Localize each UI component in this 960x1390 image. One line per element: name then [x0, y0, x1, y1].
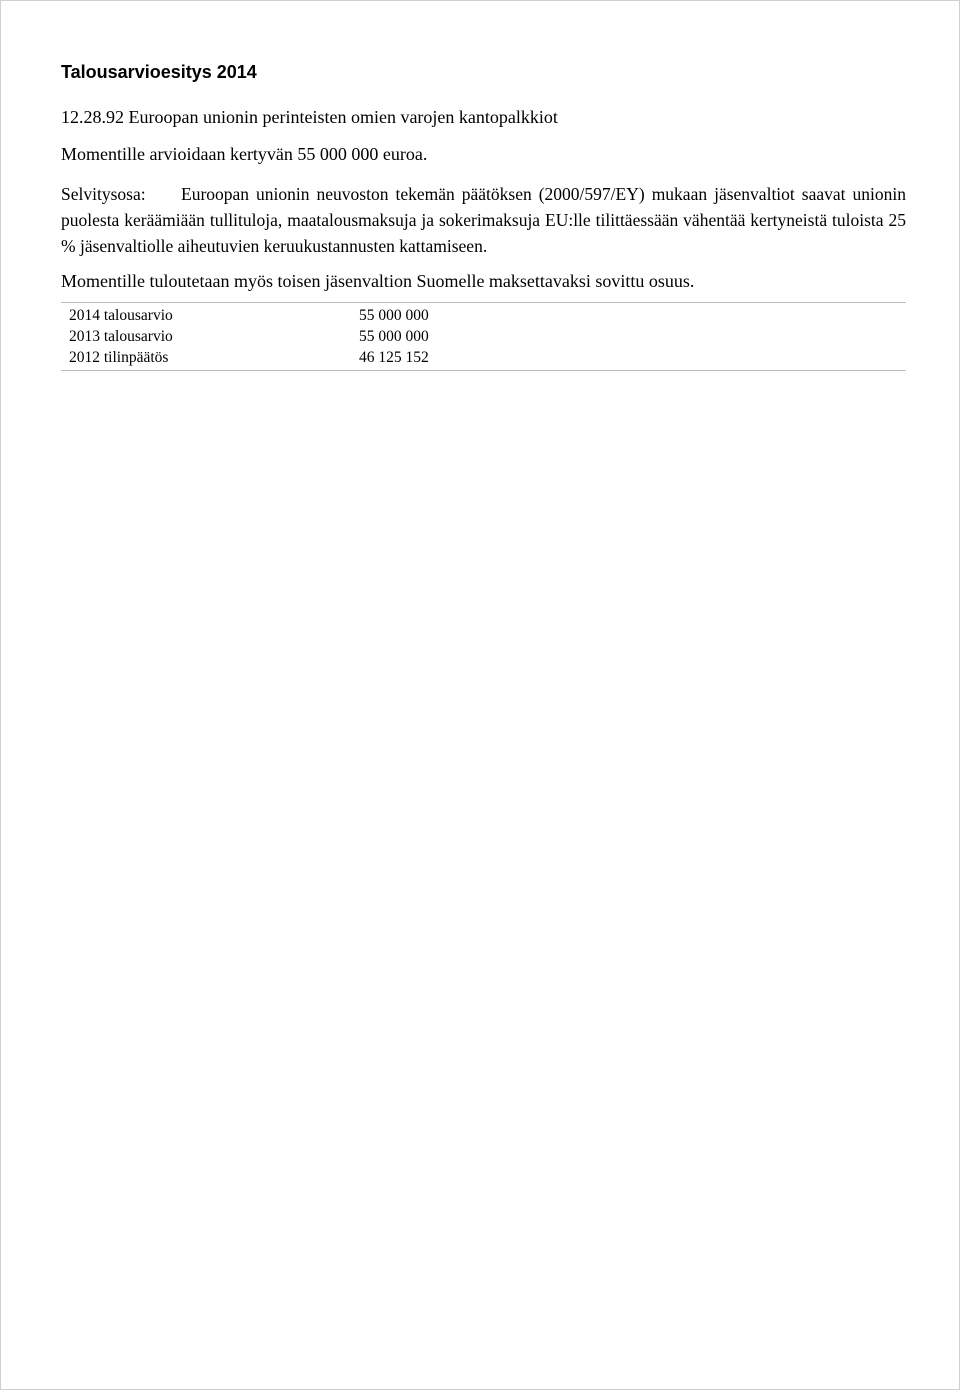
figures-row: [61, 305, 906, 326]
section-heading: 12.28.92 Euroopan unionin perinteisten omien varojen kantopalkkiot: [61, 107, 558, 127]
figure-label: 2014 talousarvio: [69, 307, 173, 324]
figures-row: [61, 347, 906, 368]
figure-value: 46 125 152: [359, 349, 429, 366]
figure-label: 2013 talousarvio: [69, 328, 173, 345]
closing-paragraph: Momentille tuloutetaan myös toisen jäsenvaltion Suomelle maksettavaksi sovittu osuus.: [61, 271, 695, 291]
figures-table: [61, 302, 906, 371]
figure-value: 55 000 000: [359, 328, 429, 345]
estimate-paragraph: Momentille arvioidaan kertyvän 55 000 000 euroa.: [61, 144, 428, 164]
explanation-paragraph: [61, 181, 906, 259]
figure-value: 55 000 000: [359, 307, 429, 324]
figures-row: [61, 326, 906, 347]
explanation-label: Selvitysosa:: [61, 184, 146, 204]
document-title: Talousarvioesitys 2014: [61, 62, 257, 82]
document-content: [61, 61, 906, 371]
figure-label: 2012 tilinpäätös: [69, 349, 169, 366]
explanation-text: Euroopan unionin neuvoston tekemän päätöksen (2000/597/EY) mukaan jäsenvaltiot saavat unionin puolesta keräämiään tullituloja, maatalousmaksuja ja sokerimaksuja EU:lle tilittäessään vähentää kertyneistä tuloista 25 % jäsenvaltiolle aiheutuvien keruukustannusten kattamiseen.: [61, 184, 906, 256]
